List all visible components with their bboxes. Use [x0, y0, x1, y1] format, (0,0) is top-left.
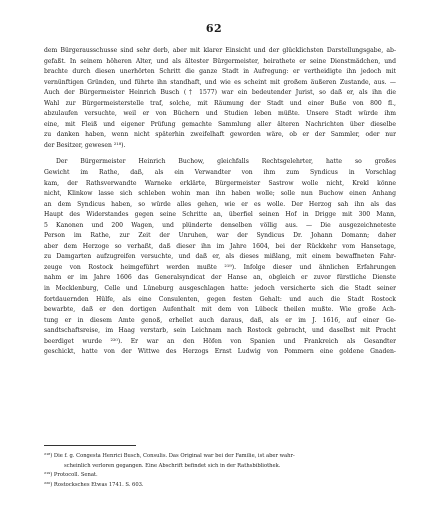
text-line: nahm er im Jahre 1606 das Generalsyndicat der Hanse an, obgleich er zuvor fürstliche Dienste	[44, 274, 396, 282]
text-line: nicht, Klinkow lasse sich schleben wohin man ihn haben wolle; solle nun Buchow einen Anhang	[44, 190, 396, 198]
footnote-continuation: scheinlich verloren gegangen. Eine Abschrift befindet sich in der Rathsbibliothek.	[64, 462, 281, 469]
text-line: zeuge von Rostock heimgeführt werden mußte ²¹⁹). Infolge dieser und ähnlichen Erfahrungen	[44, 263, 396, 271]
body-text	[44, 46, 396, 358]
text-line: in Mecklenburg, Celle und Lüneburg ausgeschlagen hatte: jedoch versicherte sich die Stadt seiner	[44, 285, 396, 293]
text-line: bewarbte, daß er den dortigen Aufenthalt mit dem von Lübeck theilen mußte. Wie große Ach-	[44, 306, 396, 314]
footnote-rule	[44, 445, 136, 446]
text-line: der Besitzer, gewesen ²¹⁸).	[44, 141, 126, 149]
text-line: vernünftigen Gründen, und führte ihn standhaft, und wie es scheint mit großem äußeren Zustande, aus. —	[44, 78, 396, 86]
footnote: ²¹⁸) Die f. g. Congesta Henrici Busch, Consulis. Das Original war bei der Familie, ist aber wahr-	[44, 453, 295, 459]
text-line: zu danken haben, wenn nicht späterhin zweifelhaft geworden wäre, ob er der Sammler, oder nur	[44, 131, 396, 139]
footnote: ²²⁰) Rostocksches Etwas 1741. S. 603.	[44, 481, 144, 488]
text-line: sandtschaftsreise, im Haag verstarb, sein Leichnam nach Rostock gebracht, und daselbst mit Pracht	[44, 327, 396, 335]
text-line: an dem Syndicus haben, so würde alles gehen, wie er es wolle. Der Herzog sah ihn als das	[44, 200, 396, 208]
text-line: fortdauernden Hülfe, als eine Consulenten, gegen festen Gehalt: und auch die Stadt Rostock	[44, 295, 396, 303]
text-line: eine, mit Fleiß und eigener Prüfung gemachte Sammlung aller älteren Nachrichten über dieselbe	[44, 120, 396, 128]
text-line: Gewicht im Rathe, daß, als ein Verwandter von ihm zum Syndicus in Vorschlag	[44, 169, 396, 177]
text-line: brachte durch diesen unerhörten Schritt die ganze Stadt in Aufregung: er vertheidigte ihn jedoch mit	[44, 68, 396, 76]
footnotes	[44, 452, 396, 490]
footnote: ²¹⁹) Protocoll. Senat.	[44, 472, 98, 479]
text-line: Der Bürgermeister Heinrich Buchow, gleichfalls Rechtsgelehrter, hatte so großes	[56, 158, 396, 166]
text-line: tung er in diesem Amte genoß, erhellet auch daraus, daß, als er im J. 1616, auf einer Ge-	[44, 316, 396, 324]
page-number: 62	[205, 22, 223, 35]
text-line: Haupt des Widerstandes gegen seine Schritte an, überfiel seinen Hof in Drigge mit 300 Mann,	[44, 211, 396, 219]
text-line: geschickt, hatte von der Wittwe des Herzogs Ernst Ludwig von Pommern eine goldene Gnaden-	[44, 348, 396, 356]
text-line: Person im Rathe, zur Zeit der Unruhen, war der Syndicus Dr. Johann Domann; daher	[44, 232, 396, 240]
text-line: Wahl zur Bürgermeisterstelle traf, solche, mit Räumung der Stadt und einer Buße von 800 fl.,	[44, 99, 396, 107]
text-line: abzulaufen versuchte, weil er von Büchern und Studien leben müßte. Unsere Stadt würde ihm	[44, 110, 396, 118]
text-line: aber dem Herzoge so verhaßt, daß dieser ihn im Jahre 1604, bei der Rückkehr vom Hansetage,	[44, 242, 396, 250]
text-line: gefaßt. In seinem höheren Alter, und als ältester Bürgermeister, heirathete er seine Dienstmädchen, und	[44, 57, 396, 65]
text-line: beerdiget wurde ²²⁰). Er war an den Höfen von Spanien und Frankreich als Gesandter	[44, 337, 396, 345]
text-line: Auch der Bürgermeister Heinrich Busch († 1577) war ein bedeutender Jurist, so daß er, als ihn die	[44, 89, 396, 97]
text-line: kam, der Rathsverwandte Warneke erklärte, Bürgermeister Sastrow wolle nicht, Krekl könne	[44, 179, 396, 187]
text-line: 5 Kanonen und 200 Wagen, und plünderte denselben völlig aus. — Die ausgezeichneteste	[44, 221, 396, 229]
text-line: zu Damgarten aufzugreifen versuchte, und daß er, als dieses mißlang, mit einem bewaffneten Fahr-	[44, 253, 396, 261]
text-line: dem Bürgerausschusse sind sehr derb, aber mit klarer Einsicht und der glücklichsten Darstellungsgabe, ab-	[44, 47, 396, 54]
